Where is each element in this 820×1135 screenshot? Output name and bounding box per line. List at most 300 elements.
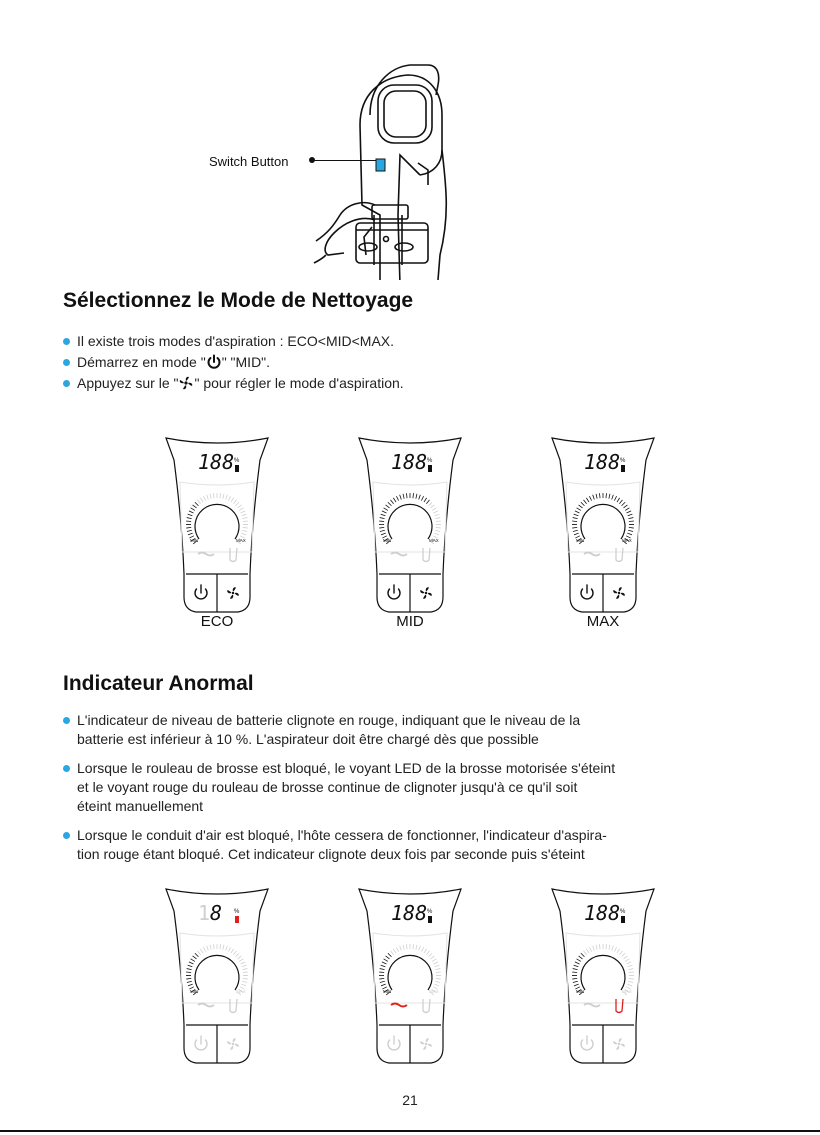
fan-icon: [227, 1038, 239, 1050]
airway-indicator: [423, 999, 430, 1013]
gauge-tick: [243, 527, 248, 528]
gauge-tick: [231, 498, 234, 502]
gauge-tick: [628, 518, 633, 519]
fan-blade: [233, 1038, 236, 1042]
gauge-tick: [628, 965, 633, 967]
gauge-tick: [380, 981, 385, 982]
fan-blade: [621, 1044, 625, 1047]
gauge-tick: [419, 946, 421, 951]
gauge-tick: [574, 965, 579, 967]
gauge-tick: [207, 495, 209, 500]
gauge-tick: [386, 956, 390, 959]
gauge-tick: [573, 530, 578, 531]
bullet-text: tion rouge étant bloqué. Cet indicateur clignote deux fois par seconde puis s'éteint: [77, 846, 585, 862]
mode-label-max: MAX: [586, 613, 620, 630]
gauge-tick: [386, 505, 390, 508]
gauge-tick: [434, 984, 439, 986]
gauge-tick: [195, 502, 199, 506]
gauge-tick: [380, 518, 385, 519]
gauge-tick: [241, 962, 246, 964]
brush-roll-indicator: [198, 553, 214, 556]
gauge-tick: [191, 508, 195, 511]
gauge-tick: [187, 530, 192, 531]
gauge-tick: [574, 984, 579, 986]
gauge-min-label: MIN: [190, 989, 199, 994]
gauge-tick: [596, 945, 597, 950]
gauge-tick: [627, 533, 632, 535]
gauge-tick: [381, 514, 386, 516]
gauge-tick: [623, 505, 627, 508]
gauge-tick: [413, 944, 414, 949]
percent-sign: %: [427, 458, 433, 464]
gauge-tick: [226, 495, 228, 500]
airway-indicator: [230, 999, 237, 1013]
fan-blade: [227, 1041, 231, 1044]
fan-blade: [420, 590, 424, 593]
gauge-tick: [629, 527, 634, 528]
percent-sign: %: [427, 909, 433, 915]
gauge-tick: [424, 498, 427, 502]
gauge-tick: [617, 949, 620, 953]
gauge-tick: [421, 947, 423, 951]
fan-icon: [613, 587, 625, 599]
section-title-abnormal-indicator: Indicateur Anormal: [63, 672, 254, 695]
fan-blade: [423, 595, 426, 599]
fan-blade: [613, 1041, 617, 1044]
gauge-tick: [609, 945, 610, 950]
gauge-tick: [187, 981, 192, 982]
fan-blade: [426, 1038, 429, 1042]
gauge-tick: [233, 500, 236, 504]
gauge-tick: [200, 949, 203, 953]
digit-readout: 188: [584, 450, 621, 474]
fan-blade: [420, 1041, 424, 1044]
gauge-tick: [574, 514, 579, 516]
power-icon: [206, 354, 222, 370]
gauge-tick: [589, 947, 591, 951]
gauge-tick: [416, 945, 417, 950]
gauge-tick: [623, 956, 627, 959]
gauge-tick: [236, 953, 240, 957]
percent-sign: %: [620, 458, 626, 464]
fan-blade: [621, 593, 625, 596]
fan-icon: [420, 587, 432, 599]
digit-readout: 188: [198, 450, 235, 474]
digit-ghost: 1: [198, 901, 211, 925]
gauge-tick: [430, 956, 434, 959]
fan-blade: [235, 1044, 239, 1047]
battery-indicator: [235, 916, 239, 923]
gauge-tick: [593, 946, 595, 951]
gauge-tick: [572, 978, 577, 979]
gauge-tick: [430, 505, 434, 508]
gauge-tick: [210, 945, 211, 950]
gauge-tick: [612, 495, 614, 500]
gauge-tick: [574, 533, 579, 535]
gauge-tick: [393, 498, 396, 502]
gauge-tick: [435, 969, 440, 970]
fan-blade: [423, 1046, 426, 1050]
brush-roll-indicator: [584, 553, 600, 556]
fan-hub: [232, 1043, 234, 1045]
bullet-text: éteint manuellement: [77, 798, 204, 814]
bullet-dot: [63, 832, 70, 839]
vacuum-handle-illustration: [300, 55, 470, 280]
gauge-max-label: MAX: [236, 989, 246, 994]
gauge-max-label: MAX: [429, 538, 439, 543]
fan-blade: [428, 593, 432, 596]
gauge-tick: [436, 527, 441, 528]
fan-icon: [227, 587, 239, 599]
gauge-tick: [242, 969, 247, 970]
battery-indicator: [428, 465, 432, 472]
fan-hub: [618, 1043, 620, 1045]
gauge-arc: [195, 955, 239, 990]
gauge-tick: [581, 502, 585, 506]
gauge-tick: [628, 514, 633, 516]
gauge-tick: [586, 498, 589, 502]
bullet-text: Démarrez en mode ": [77, 354, 206, 370]
gauge-tick: [223, 945, 224, 950]
gauge-tick: [400, 495, 402, 500]
gauge-tick: [388, 953, 392, 957]
fan-blade: [616, 595, 619, 599]
gauge-arc: [581, 955, 625, 990]
gauge-tick: [586, 949, 589, 953]
gauge-tick: [619, 951, 622, 955]
gauge-tick: [242, 530, 247, 531]
gauge-tick: [195, 953, 199, 957]
gauge-tick: [187, 518, 192, 519]
gauge-tick: [426, 500, 429, 504]
gauge-tick: [593, 495, 595, 500]
gauge-tick: [203, 496, 205, 500]
gauge-tick: [622, 953, 626, 957]
control-panel-eco: [162, 432, 272, 617]
gauge-tick: [188, 984, 193, 986]
gauge-min-label: MIN: [383, 989, 392, 994]
gauge-tick: [573, 518, 578, 519]
gauge-arc: [581, 504, 625, 539]
gauge-max-label: MAX: [622, 538, 632, 543]
bullet-text: " pour régler le mode d'aspiration.: [194, 375, 404, 391]
bullet-text: Il existe trois modes d'aspiration : ECO<MID<MAX.: [77, 333, 395, 349]
bullet-text: Lorsque le rouleau de brosse est bloqué, le voyant LED de la brosse motorisée s'éteint: [77, 760, 616, 776]
gauge-max-label: MAX: [429, 989, 439, 994]
gauge-tick: [614, 947, 616, 951]
gauge-tick: [432, 959, 436, 962]
bullet-text: batterie est inférieur à 10 %. L'aspirateur doit être chargé dès que possible: [77, 731, 539, 747]
gauge-tick: [381, 965, 386, 967]
gauge-tick: [628, 530, 633, 531]
control-panel-brush-alert: [355, 883, 465, 1068]
gauge-tick: [575, 962, 580, 964]
gauge-tick: [228, 496, 230, 500]
gauge-tick: [393, 949, 396, 953]
airway-indicator: [230, 548, 237, 562]
gauge-arc: [388, 504, 432, 539]
control-panel-mid: [355, 432, 465, 617]
gauge-tick: [406, 944, 407, 949]
gauge-tick: [435, 514, 440, 516]
gauge-arc: [195, 504, 239, 539]
fan-blade: [613, 590, 617, 593]
gauge-min-label: MIN: [576, 989, 585, 994]
bullet-text: Lorsque le conduit d'air est bloqué, l'hôte cessera de fonctionner, l'indicateur d'aspira-: [77, 827, 607, 843]
gauge-tick: [382, 511, 387, 513]
gauge-tick: [210, 494, 211, 499]
fan-hub: [425, 1043, 427, 1045]
list-item: [63, 353, 763, 372]
gauge-tick: [379, 978, 384, 979]
gauge-tick: [200, 498, 203, 502]
control-panel-airway-alert: [548, 883, 658, 1068]
gauge-tick: [413, 493, 414, 498]
gauge-tick: [241, 533, 246, 535]
gauge-tick: [239, 959, 243, 962]
mode-label-mid: MID: [396, 613, 424, 630]
battery-indicator: [428, 916, 432, 923]
gauge-tick: [403, 494, 404, 499]
airway-indicator: [616, 999, 623, 1013]
gauge-tick: [426, 951, 429, 955]
gauge-tick: [197, 951, 200, 955]
switch-button-highlight: [376, 159, 385, 171]
list-item: [63, 759, 763, 816]
gauge-tick: [436, 978, 441, 979]
battery-indicator: [621, 916, 625, 923]
gauge-tick: [207, 946, 209, 951]
gauge-tick: [193, 505, 197, 508]
gauge-tick: [612, 946, 614, 951]
gauge-tick: [416, 494, 417, 499]
gauge-tick: [628, 969, 633, 970]
gauge-tick: [228, 947, 230, 951]
bullet-text: L'indicateur de niveau de batterie clignote en rouge, indiquant que le niveau de la: [77, 712, 581, 728]
percent-sign: %: [234, 458, 240, 464]
fan-blade: [230, 595, 233, 599]
list-item: [63, 711, 763, 749]
fan-icon: [420, 1038, 432, 1050]
gauge-tick: [577, 508, 581, 511]
gauge-tick: [599, 493, 600, 498]
gauge-tick: [435, 518, 440, 519]
gauge-tick: [435, 981, 440, 982]
battery-indicator: [621, 465, 625, 472]
gauge-tick: [380, 969, 385, 970]
gauge-tick: [573, 969, 578, 970]
gauge-tick: [226, 946, 228, 951]
gauge-max-label: MAX: [622, 989, 632, 994]
brush-roll-indicator: [198, 1004, 214, 1007]
percent-sign: %: [620, 909, 626, 915]
gauge-tick: [419, 495, 421, 500]
fan-hub: [232, 592, 234, 594]
fan-blade: [428, 1044, 432, 1047]
gauge-tick: [589, 496, 591, 500]
gauge-tick: [406, 493, 407, 498]
percent-sign: %: [234, 909, 240, 915]
gauge-tick: [189, 511, 194, 513]
bullet-dot: [63, 717, 70, 724]
gauge-tick: [191, 959, 195, 962]
gauge-tick: [434, 511, 439, 513]
fan-hub: [425, 592, 427, 594]
gauge-tick: [381, 984, 386, 986]
digit-readout: 188: [584, 901, 621, 925]
gauge-tick: [583, 500, 586, 504]
gauge-tick: [575, 511, 580, 513]
gauge-tick: [231, 949, 234, 953]
digit-readout: 8: [210, 901, 223, 925]
gauge-tick: [186, 978, 191, 979]
airway-indicator: [423, 548, 430, 562]
gauge-tick: [573, 981, 578, 982]
gauge-tick: [388, 502, 392, 506]
gauge-tick: [434, 962, 439, 964]
brush-roll-indicator: [391, 553, 407, 556]
gauge-min-label: MIN: [383, 538, 392, 543]
control-panel-max: [548, 432, 658, 617]
gauge-tick: [233, 951, 236, 955]
bullet-dot: [63, 338, 70, 345]
fan-hub: [618, 592, 620, 594]
gauge-tick: [189, 962, 194, 964]
switch-button-label: Switch Button: [209, 154, 289, 169]
gauge-tick: [381, 533, 386, 535]
gauge-tick: [379, 527, 384, 528]
gauge-tick: [220, 493, 221, 498]
gauge-tick: [220, 944, 221, 949]
gauge-tick: [583, 951, 586, 955]
gauge-tick: [435, 530, 440, 531]
mode-bullet-list: [63, 332, 763, 395]
gauge-tick: [236, 502, 240, 506]
gauge-tick: [241, 511, 246, 513]
mode-label-eco: ECO: [200, 613, 234, 630]
list-item: [63, 332, 763, 351]
gauge-tick: [188, 533, 193, 535]
fan-icon: [613, 1038, 625, 1050]
list-item: [63, 826, 763, 864]
gauge-tick: [396, 496, 398, 500]
gauge-tick: [186, 527, 191, 528]
gauge-tick: [241, 984, 246, 986]
bottom-rule: [0, 1130, 820, 1132]
gauge-tick: [242, 518, 247, 519]
gauge-tick: [243, 978, 248, 979]
gauge-tick: [242, 981, 247, 982]
gauge-tick: [617, 498, 620, 502]
gauge-tick: [424, 949, 427, 953]
gauge-tick: [203, 947, 205, 951]
gauge-tick: [614, 496, 616, 500]
airway-indicator: [616, 548, 623, 562]
gauge-tick: [237, 956, 241, 959]
gauge-tick: [435, 965, 440, 967]
fan-blade: [616, 1046, 619, 1050]
gauge-tick: [187, 969, 192, 970]
gauge-tick: [384, 959, 388, 962]
gauge-tick: [242, 965, 247, 967]
control-panel-battery-alert: [162, 883, 272, 1068]
fan-blade: [230, 1046, 233, 1050]
gauge-tick: [197, 500, 200, 504]
gauge-tick: [242, 514, 247, 516]
gauge-tick: [434, 533, 439, 535]
gauge-tick: [625, 508, 629, 511]
gauge-tick: [627, 962, 632, 964]
gauge-tick: [188, 514, 193, 516]
gauge-tick: [609, 494, 610, 499]
gauge-tick: [188, 965, 193, 967]
bullet-text: et le voyant rouge du rouleau de brosse continue de clignoter jusqu'à ce qu'il soit: [77, 779, 578, 795]
gauge-tick: [606, 944, 607, 949]
bullet-dot: [63, 765, 70, 772]
fan-blade: [619, 587, 622, 591]
bullet-dot: [63, 380, 70, 387]
gauge-min-label: MIN: [576, 538, 585, 543]
gauge-arc: [388, 955, 432, 990]
gauge-tick: [429, 953, 433, 957]
bullet-text: " "MID".: [221, 354, 271, 370]
gauge-tick: [627, 511, 632, 513]
gauge-tick: [628, 981, 633, 982]
gauge-tick: [627, 984, 632, 986]
digit-readout: 188: [391, 901, 428, 925]
gauge-tick: [629, 978, 634, 979]
fan-icon: [178, 375, 194, 391]
gauge-tick: [599, 944, 600, 949]
fan-blade: [619, 1038, 622, 1042]
abnormal-bullet-list: [63, 711, 763, 874]
fan-blade: [233, 587, 236, 591]
gauge-tick: [421, 496, 423, 500]
brush-roll-indicator: [391, 1004, 407, 1007]
gauge-tick: [193, 956, 197, 959]
gauge-tick: [400, 946, 402, 951]
fan-blade: [426, 587, 429, 591]
list-item: [63, 374, 763, 393]
gauge-tick: [384, 508, 388, 511]
gauge-tick: [577, 959, 581, 962]
page-number: 21: [402, 1092, 418, 1108]
gauge-tick: [625, 959, 629, 962]
fan-blade: [235, 593, 239, 596]
gauge-tick: [403, 945, 404, 950]
gauge-tick: [579, 956, 583, 959]
digit-readout: 188: [391, 450, 428, 474]
gauge-tick: [432, 508, 436, 511]
brush-roll-indicator: [584, 1004, 600, 1007]
gauge-tick: [429, 502, 433, 506]
gauge-tick: [622, 502, 626, 506]
gauge-tick: [213, 493, 214, 498]
section-title-cleaning-mode: Sélectionnez le Mode de Nettoyage: [63, 289, 414, 312]
fan-blade: [227, 590, 231, 593]
gauge-tick: [619, 500, 622, 504]
gauge-tick: [213, 944, 214, 949]
gauge-tick: [596, 494, 597, 499]
bullet-dot: [63, 359, 70, 366]
gauge-tick: [239, 508, 243, 511]
gauge-tick: [390, 951, 393, 955]
gauge-tick: [579, 505, 583, 508]
gauge-tick: [396, 947, 398, 951]
gauge-tick: [390, 500, 393, 504]
gauge-tick: [581, 953, 585, 957]
gauge-max-label: MAX: [236, 538, 246, 543]
